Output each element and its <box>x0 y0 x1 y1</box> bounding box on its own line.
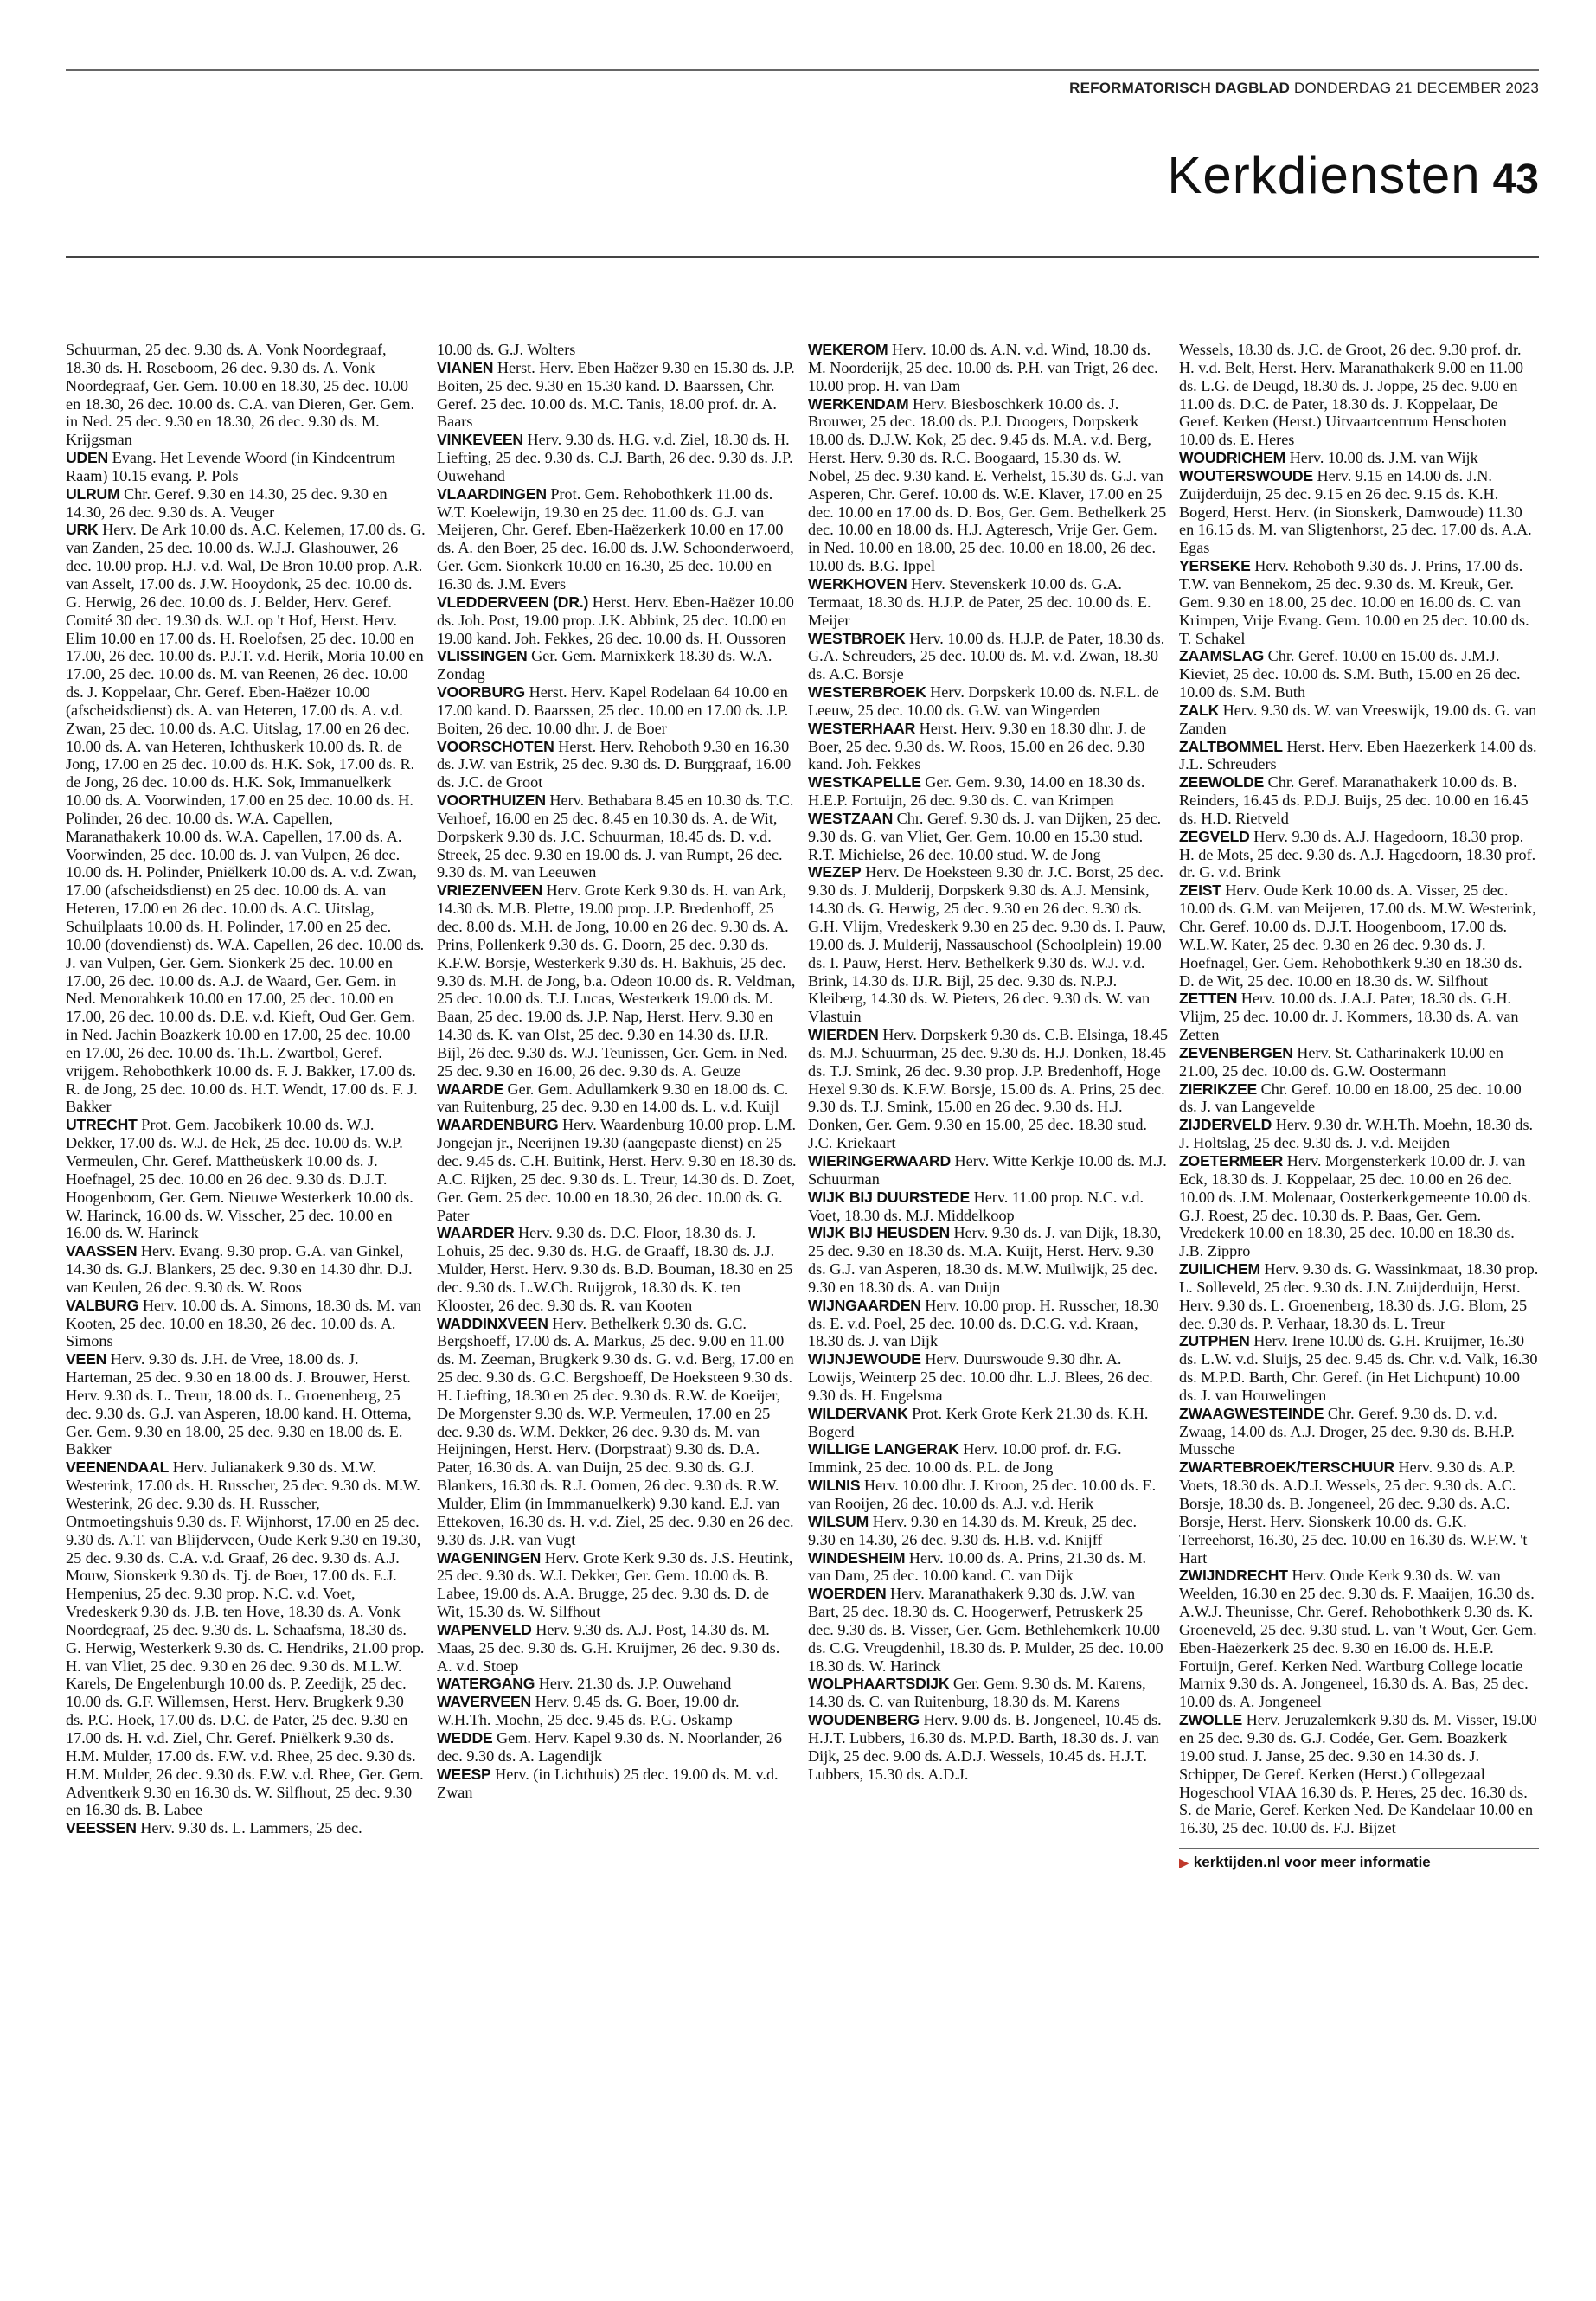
service-listing <box>1179 1711 1539 1837</box>
service-listing <box>1179 990 1539 1044</box>
service-listing <box>808 720 1168 774</box>
service-details: Herst. Herv. Eben Haëzer 9.30 en 15.30 ds. J.P. Boiten, 25 dec. 9.30 en 15.30 kand. D. Baarssen, Chr. Geref. 25 dec. 10.00 ds. M.C. Tanis, 18.00 prof. dr. A. Baars <box>437 358 795 431</box>
listing-columns <box>66 341 1539 2261</box>
service-details: Herv. 9.15 en 14.00 ds. J.N. Zuijderduijn, 25 dec. 9.15 en 26 dec. 9.15 ds. K.H. Bogerd, Herst. Herv. (in Sionskerk, Damwoude) 11.30 en 16.15 ds. M. van Sligtenhorst, 25 dec. 17.00 ds. A.A. Egas <box>1179 466 1532 557</box>
continued-listing-text: Wessels, 18.30 ds. J.C. de Groot, 26 dec. 9.30 prof. dr. H. v.d. Belt, Herst. Herv. Maranathakerk 9.00 en 11.00 ds. L.G. de Deugd, 18.30 ds. J. Joppe, 25 dec. 9.00 en 11.00 ds. D.C. de Pater, 18.30 ds. J. Koppelaar, De Geref. Kerken (Herst.) Uitvaartcentrum Henschoten 10.00 ds. E. Heres <box>1179 341 1523 449</box>
service-details: Chr. Geref. 9.30 ds. J. van Dijken, 25 dec. 9.30 ds. G. van Vliet, Ger. Gem. 10.00 en 15.30 stud. R.T. Michielse, 26 dec. 10.00 stud. W. de Jong <box>808 809 1162 863</box>
place-name: ZOETERMEER <box>1179 1151 1284 1170</box>
place-name: WAGENINGEN <box>437 1548 542 1567</box>
place-name: ZWIJNDRECHT <box>1179 1567 1288 1585</box>
service-details: Herv. Oude Kerk 9.30 ds. W. van Weelden, 16.30 en 25 dec. 9.30 ds. F. Maaijen, 16.30 ds. A.W.J. Theunisse, Chr. Geref. Rehobothkerk 9.30 ds. K. Groeneveld, 25 dec. 9.30 stud. L. van 't Wout, Ger. Gem. Eben-Haëzerkerk 25 dec. 9.30 en 16.00 ds. H.E.P. Fortuijn, Geref. Kerken Ned. Wartburg College locatie Marnix 9.30 ds. A. Jongeneel, 16.30 ds. A. Bas, 25 dec. 10.00 ds. A. Jongeneel <box>1179 1567 1537 1711</box>
service-listing <box>1179 1260 1539 1332</box>
place-name: WATERGANG <box>437 1675 535 1693</box>
place-name: WIJK BIJ HEUSDEN <box>808 1224 950 1242</box>
continued-listing-text: Schuurman, 25 dec. 9.30 ds. A. Vonk Noordegraaf, 18.30 ds. H. Roseboom, 26 dec. 9.30 ds. A. Vonk Noordegraaf, Ger. Gem. 10.00 en 18.30, 25 dec. 10.00 en 18.30, 26 dec. 10.00 ds. C.A. van Dieren, Ger. Gem. in Ned. 25 dec. 9.30 en 18.30, 26 dec. 9.30 ds. M. Krijgsman <box>66 341 415 449</box>
top-rule <box>66 69 1539 71</box>
service-listing <box>66 1458 426 1819</box>
service-details: Herv. Oude Kerk 10.00 ds. A. Visser, 25 dec. 10.00 ds. G.M. van Meijeren, 17.00 ds. M.W. Westerink, Chr. Geref. 10.00 ds. D.J.T. Hoogenboom, 17.00 ds. W.L.W. Kater, 25 dec. 9.30 en 26 dec. 9.30 ds. J. Hoefnagel, Ger. Gem. Rehobothkerk 9.30 en 18.30 ds. D. de Wit, 25 dec. 10.00 en 18.30 ds. W. Silfhout <box>1179 881 1536 990</box>
service-details: Herv. 9.30 ds. A.J. Post, 14.30 ds. M. Maas, 25 dec. 9.30 ds. G.H. Kruijmer, 26 dec. 9.30 ds. A. v.d. Stoep <box>437 1620 780 1675</box>
service-listing <box>437 1621 797 1676</box>
service-details: Herv. Jeruzalemkerk 9.30 ds. M. Visser, 19.00 en 25 dec. 9.30 ds. G.J. Codée, Ger. Gem. Boazkerk 19.00 stud. J. Janse, 25 dec. 9.30 en 14.30 ds. J. Schipper, De Geref. Kerken (Herst.) Collegezaal Hogeschool VIAA 16.30 ds. P. Heres, 25 dec. 16.30 ds. S. de Marie, Geref. Kerken Ned. De Kandelaar 10.00 en 16.30, 25 dec. 10.00 ds. F.J. Bijzet <box>1179 1711 1537 1837</box>
service-listing <box>808 1152 1168 1189</box>
place-name: WADDINXVEEN <box>437 1314 548 1332</box>
column-2 <box>437 341 797 2261</box>
column-4 <box>1179 341 1539 2261</box>
place-name: VIANEN <box>437 358 494 376</box>
service-listing <box>1179 828 1539 882</box>
service-listing <box>66 1242 426 1297</box>
place-name: WERKHOVEN <box>808 574 907 593</box>
paper-name: REFORMATORISCH DAGBLAD <box>1069 80 1291 96</box>
service-listing <box>808 575 1168 630</box>
place-name: VOORBURG <box>437 683 526 702</box>
place-name: WILNIS <box>808 1477 861 1495</box>
service-listing <box>66 449 426 485</box>
service-listing <box>437 431 797 485</box>
service-details: Herv. 9.30 ds. H.G. v.d. Ziel, 18.30 ds. H. Liefting, 25 dec. 9.30 ds. C.J. Barth, 26 dec. 9.30 ds. J.P. Ouwehand <box>437 431 793 484</box>
service-details: Herv. Waardenburg 10.00 prop. L.M. Jongejan jr., Neerijnen 19.30 (aangepaste dienst) en 25 dec. 9.45 ds. C.H. Buitink, Herst. Herv. 9.30 en 18.30 ds. A.C. Rijken, 25 dec. 9.30 ds. L. Treur, 14.30 ds. D. Zoet, Ger. Gem. 25 dec. 10.00 en 18.30, 26 dec. 10.00 ds. G. Pater <box>437 1116 797 1224</box>
service-details: Herv. 10.00 ds. J.A.J. Pater, 18.30 ds. G.H. Vlijm, 25 dec. 10.00 dr. J. Kommers, 18.30 ds. A. van Zetten <box>1179 990 1519 1044</box>
place-name: ZIERIKZEE <box>1179 1080 1258 1098</box>
place-name: WIJNJEWOUDE <box>808 1350 921 1368</box>
service-listing <box>437 1549 797 1621</box>
service-listing <box>808 683 1168 720</box>
service-details: Herst. Herv. Kapel Rodelaan 64 10.00 en 17.00 kand. D. Baarssen, 25 dec. 10.00 en 17.00 ds. J.P. Boiten, 26 dec. 10.00 dhr. J. de Boer <box>437 683 789 737</box>
service-details: Herv. Maranathakerk 9.30 ds. J.W. van Bart, 25 dec. 18.30 ds. C. Hoogerwerf, Petruskerk 25 dec. 9.30 ds. B. Visser, Ger. Gem. Bethlehemkerk 10.00 ds. C.G. Vreugdenhil, 18.30 ds. P. Mulder, 25 dec. 10.00 18.30 ds. W. Harinck <box>808 1585 1163 1675</box>
service-details: Herv. Morgensterkerk 10.00 dr. J. van Eck, 18.30 ds. J. Koppelaar, 25 dec. 10.00 en 26 dec. 10.00 ds. J.M. Molenaar, Oosterkerkgemeente 10.00 ds. G.J. Roest, 25 dec. 10.30 ds. P. Baas, Ger. Gem. Vredekerk 10.00 en 18.30, 25 dec. 10.00 en 18.30 ds. J.B. Zippro <box>1179 1151 1531 1260</box>
service-details: Gem. Herv. Kapel 9.30 ds. N. Noorlander, 26 dec. 9.30 ds. A. Lagendijk <box>437 1728 782 1765</box>
service-details: Herv. 9.30 dr. W.H.Th. Moehn, 18.30 ds. J. Holtslag, 25 dec. 9.30 ds. J. v.d. Meijden <box>1179 1116 1534 1152</box>
service-details: Herv. 11.00 prop. N.C. v.d. Voet, 18.30 ds. M.J. Middelkoop <box>808 1188 1144 1224</box>
service-listing <box>808 1297 1168 1351</box>
place-name: WIERINGERWAARD <box>808 1151 951 1170</box>
service-listing <box>66 1819 426 1837</box>
service-listing <box>1179 449 1539 467</box>
place-name: ZEVENBERGEN <box>1179 1043 1293 1061</box>
service-details: Ger. Gem. 9.30 ds. M. Karens, 14.30 ds. C. van Ruitenburg, 18.30 ds. M. Karens <box>808 1675 1146 1711</box>
service-details: Chr. Geref. 10.00 en 18.00, 25 dec. 10.00 ds. J. van Langevelde <box>1179 1080 1522 1116</box>
place-name: VLISSINGEN <box>437 647 528 665</box>
place-name: ZWOLLE <box>1179 1711 1243 1729</box>
service-listing <box>808 1549 1168 1586</box>
service-listing <box>808 1405 1168 1441</box>
service-listing <box>437 792 797 881</box>
service-details: Chr. Geref. 9.30 en 14.30, 25 dec. 9.30 en 14.30, 26 dec. 9.30 ds. A. Veuger <box>66 484 388 521</box>
service-listing <box>808 1350 1168 1405</box>
service-listing <box>1179 557 1539 647</box>
service-details: Herv. Evang. 9.30 prop. G.A. van Ginkel, 14.30 ds. G.J. Blankers, 25 dec. 9.30 en 14.30 dhr. D.J. van Keulen, 26 dec. 9.30 ds. W. Roos <box>66 1242 413 1296</box>
service-listing <box>66 485 426 522</box>
more-info-link-text: kerktijden.nl voor meer informatie <box>1193 1854 1431 1871</box>
place-name: VEESSEN <box>66 1819 137 1837</box>
service-listing <box>66 1297 426 1351</box>
place-name: WEDDE <box>437 1728 493 1747</box>
place-name: WEKEROM <box>808 341 888 358</box>
service-details: Chr. Geref. 9.30 ds. D. v.d. Zwaag, 14.00 ds. A.J. Droger, 25 dec. 9.30 ds. B.H.P. Mussche <box>1179 1404 1515 1458</box>
place-name: YERSEKE <box>1179 557 1251 575</box>
service-details: Evang. Het Levende Woord (in Kindcentrum Raam) 10.15 evang. P. Pols <box>66 449 396 484</box>
service-listing <box>808 1513 1168 1549</box>
service-details: Herv. St. Catharinakerk 10.00 en 21.00, 25 dec. 10.00 ds. G.W. Oostermann <box>1179 1043 1504 1080</box>
place-name: WEZEP <box>808 863 862 881</box>
service-listing <box>437 683 797 738</box>
place-name: WOUDENBERG <box>808 1711 920 1729</box>
service-details: Herv. 9.30 ds. J. van Dijk, 18.30, 25 dec. 9.30 en 18.30 ds. M.A. Kuijt, Herst. Herv. 9.30 ds. G.J. van Asperen, 18.30 ds. M.W. Muilwijk, 25 dec. 9.30 en 18.30 ds. A. van Duijn <box>808 1224 1162 1296</box>
place-name: UTRECHT <box>66 1116 138 1134</box>
service-listing <box>1179 1152 1539 1260</box>
service-listing <box>808 773 1168 810</box>
place-name: WOUTERSWOUDE <box>1179 466 1313 484</box>
service-listing <box>1179 1332 1539 1404</box>
place-name: WOUDRICHEM <box>1179 449 1286 467</box>
service-listing <box>437 485 797 593</box>
place-name: ZEGVELD <box>1179 827 1250 845</box>
service-details: Herv. Grote Kerk 9.30 ds. H. van Ark, 14.30 ds. M.B. Plette, 19.00 prop. J.P. Bredenhoff, 25 dec. 8.00 ds. M.H. de Jong, 10.00 en 26 dec. 9.30 ds. A. Prins, Pollenkerk 9.30 ds. G. Doorn, 25 dec. 9.30 ds. K.F.W. Borsje, Westerkerk 9.30 ds. H. Bakhuis, 25 dec. 9.30 ds. M.H. de Jong, b.a. Odeon 10.00 ds. R. Veldman, 25 dec. 10.00 ds. T.J. Lucas, Westerkerk 19.00 ds. M. Baan, 25 dec. 19.00 ds. J.P. Nap, Herst. Herv. 9.30 en 14.30 ds. K. van Olst, 25 dec. 9.30 en 14.30 ds. IJ.R. Bijl, 26 dec. 9.30 ds. W.J. Teunissen, Ger. Gem. in Ned. 25 dec. 9.30 en 16.00, 26 dec. 9.30 ds. A. Geuze <box>437 881 796 1080</box>
service-listing <box>437 881 797 1080</box>
service-listing <box>808 341 1168 395</box>
service-details: Herv. 9.30 en 14.30 ds. M. Kreuk, 25 dec. 9.30 en 14.30, 26 dec. 9.30 ds. H.B. v.d. Knijff <box>808 1512 1138 1548</box>
place-name: WESTKAPELLE <box>808 773 921 792</box>
service-details: Herv. 9.30 ds. G. Wassinkmaat, 18.30 prop. L. Solleveld, 25 dec. 9.30 ds. J.N. Zuijderduijn, Herst. Herv. 9.30 ds. L. Groenenberg, 18.30 ds. J.G. Blom, 25 dec. 9.30 ds. P. Verhaar, 18.30 ds. L. Treur <box>1179 1260 1539 1332</box>
service-details: Herst. Herv. Eben-Haëzer 10.00 ds. Joh. Post, 19.00 prop. J.K. Abbink, 25 dec. 10.00 en 19.00 kand. Joh. Fekkes, 26 dec. 10.00 ds. H. Oussoren <box>437 593 794 647</box>
service-listing <box>1179 1080 1539 1117</box>
place-name: WESTBROEK <box>808 629 906 647</box>
service-details: Herv. 10.00 ds. H.J.P. de Pater, 18.30 ds. G.A. Schreuders, 25 dec. 10.00 ds. M. v.d. Zwan, 18.30 ds. A.C. Borsje <box>808 629 1165 683</box>
place-name: UDEN <box>66 449 109 467</box>
service-listing <box>808 630 1168 684</box>
service-listing <box>1179 1116 1539 1152</box>
place-name: WINDESHEIM <box>808 1548 906 1567</box>
service-details: Herv. De Hoeksteen 9.30 dr. J.C. Borst, 25 dec. 9.30 ds. J. Mulderij, Dorpskerk 9.30 ds. A.J. Mensink, 14.30 ds. G. Herwig, 25 dec. 9.30 en 26 dec. 9.30 ds. G.H. Vlijm, Vredeskerk 9.30 en 25 dec. 9.30 ds. I. Pauw, 19.00 ds. J. Mulderij, Nassauschool (Schoolplein) 19.00 ds. I. Pauw, Herst. Herv. Bethelkerk 9.30 ds. W.J. v.d. Brink, 14.30 ds. IJ.R. Bijl, 25 dec. 9.30 ds. N.P.J. Kleiberg, 14.30 ds. W. Pieters, 26 dec. 9.30 ds. W. van Vlastuin <box>808 863 1166 1026</box>
service-listing <box>808 1224 1168 1296</box>
place-name: VINKEVEEN <box>437 431 523 449</box>
service-listing <box>66 1350 426 1458</box>
service-listing <box>808 1585 1168 1675</box>
service-listing <box>1179 881 1539 990</box>
service-details: Herv. Bethabara 8.45 en 10.30 ds. T.C. Verhoef, 16.00 en 25 dec. 8.45 en 10.30 ds. A. de Wit, Dorpskerk 9.30 ds. J.C. Schuurman, 18.45 ds. D. v.d. Streek, 25 dec. 9.30 en 19.00 ds. J. van Rumpt, 26 dec. 9.30 ds. M. van Leeuwen <box>437 792 794 881</box>
place-name: ZALK <box>1179 701 1220 719</box>
place-name: WESTERBROEK <box>808 683 926 702</box>
service-details: Herv. Dorpskerk 10.00 ds. N.F.L. de Leeuw, 25 dec. 10.00 ds. G.W. van Wingerden <box>808 683 1159 719</box>
service-listing <box>808 810 1168 864</box>
arrow-right-icon: ▶ <box>1179 1856 1189 1870</box>
service-details: Herv. 9.30 ds. A.J. Hagedoorn, 18.30 prop. H. de Mots, 25 dec. 9.30 ds. A.J. Hagedoorn, 18.30 prof. dr. G. v.d. Brink <box>1179 827 1536 881</box>
service-listing <box>437 1693 797 1729</box>
service-details: Chr. Geref. Maranathakerk 10.00 ds. B. Reinders, 16.45 ds. P.D.J. Buijs, 25 dec. 10.00 en 16.45 ds. H.D. Rietveld <box>1179 773 1529 827</box>
place-name: WAPENVELD <box>437 1620 532 1638</box>
service-details: Herv. Stevenskerk 10.00 ds. G.A. Termaat, 18.30 ds. H.J.P. de Pater, 25 dec. 10.00 ds. E. Meijer <box>808 574 1151 629</box>
masthead <box>1069 80 1539 97</box>
service-listing <box>808 1440 1168 1477</box>
service-details: Herst. Herv. Rehoboth 9.30 en 16.30 ds. J.W. van Estrik, 25 dec. 9.30 ds. D. Burggraaf, 16.00 ds. J.C. de Groot <box>437 737 792 792</box>
service-listing <box>437 1080 797 1117</box>
place-name: ZAAMSLAG <box>1179 647 1265 665</box>
place-name: VOORTHUIZEN <box>437 792 546 810</box>
service-listing <box>437 359 797 431</box>
service-details: Prot. Gem. Jacobikerk 10.00 ds. W.J. Dekker, 17.00 ds. W.J. de Hek, 25 dec. 10.00 ds. W.P. Vermeulen, Chr. Geref. Mattheüskerk 10.00 ds. J. Hoefnagel, 25 dec. 10.00 en 26 dec. 9.30 ds. D.J.T. Hoogenboom, Ger. Gem. Nieuwe Westerkerk 10.00 ds. W. Harinck, 16.00 ds. W. Visscher, 25 dec. 10.00 en 16.00 ds. W. Harinck <box>66 1116 413 1242</box>
place-name: ZALTBOMMEL <box>1179 737 1283 755</box>
service-details: Herv. De Ark 10.00 ds. A.C. Kelemen, 17.00 ds. G. van Zanden, 25 dec. 10.00 ds. W.J.J. Glashouwer, 26 dec. 10.00 prop. H.J. v.d. Wal, De Bron 10.00 prop. A.R. van Asselt, 17.00 ds. J.W. Hooydonk, 25 dec. 10.00 ds. G. Herwig, 26 dec. 10.00 ds. J. Belder, Herv. Geref. Comité 30 dec. 19.30 ds. W.J. op 't Hof, Herst. Herv. Elim 10.00 en 17.00 ds. H. Roelofsen, 25 dec. 10.00 en 17.00, 26 dec. 10.00 ds. P.J.T. v.d. Herik, Moria 10.00 en 17.00, 25 dec. 10.00 ds. M. van Reenen, 26 dec. 10.00 ds. J. Koppelaar, Chr. Geref. Eben-Haëzer 10.00 (afscheidsdienst) ds. A. van Heteren, 17.00 ds. A. v.d. Zwan, 25 dec. 10.00 ds. A.C. Uitslag, 17.00 en 26 dec. 10.00 ds. A. van Heteren, Ichthuskerk 10.00 ds. R. de Jong, 17.00 en 25 dec. 10.00 ds. H.K. Sok, 17.00 ds. R. de Jong, 26 dec. 10.00 ds. H.K. Sok, Immanuelkerk 10.00 ds. A. Voorwinden, 17.00 en 25 dec. 10.00 ds. H. Polinder, 26 dec. 10.00 ds. W.A. Capellen, Maranathakerk 10.00 ds. W.A. Capellen, 17.00 ds. A. Voorwinden, 25 dec. 10.00 ds. J. van Vulpen, 26 dec. 10.00 ds. H. Polinder, Pniëlkerk 10.00 ds. A. v.d. Zwan, 17.00 (afscheidsdienst) en 25 dec. 10.00 ds. A. van Heteren, 17.00 en 26 dec. 10.00 ds. A.C. Uitslag, Schuilplaats 10.00 ds. H. Polinder, 17.00 en 25 dec. 10.00 (dovendienst) ds. W.A. Capellen, 26 dec. 10.00 ds. J. van Vulpen, Ger. Gem. Sionkerk 25 dec. 10.00 en 17.00, 26 dec. 10.00 ds. A.J. de Waard, Ger. Gem. in Ned. Menorahkerk 10.00 en 17.00, 25 dec. 10.00 en 17.00, 26 dec. 10.00 ds. D.E. v.d. Kieft, Oud Ger. Gem. in Ned. Jachin Boazkerk 10.00 en 17.00, 25 dec. 10.00 en 17.00, 26 dec. 10.00 ds. Th.L. Zwartbol, Geref. vrijgem. Rehobothkerk 10.00 ds. F. J. Bakker, 17.00 ds. R. de Jong, 25 dec. 10.00 ds. H.T. Wendt, 17.00 ds. F. J. Bakker <box>66 521 426 1116</box>
place-name: VLEDDERVEEN (DR.) <box>437 593 589 611</box>
place-name: WERKENDAM <box>808 394 909 413</box>
service-listing <box>437 1766 797 1802</box>
service-listing <box>437 1729 797 1766</box>
page-number: 43 <box>1492 157 1539 202</box>
footer-divider <box>1179 1848 1539 1849</box>
service-listing <box>437 1224 797 1314</box>
service-details: Herv. 10.00 ds. A.N. v.d. Wind, 18.30 ds. M. Noorderijk, 25 dec. 10.00 ds. P.H. van Trigt, 26 dec. 10.00 prop. H. van Dam <box>808 341 1158 394</box>
service-listing <box>1179 1458 1539 1567</box>
column-3 <box>808 341 1168 2261</box>
place-name: WESTERHAAR <box>808 719 916 737</box>
service-details: Herv. 10.00 ds. J.M. van Wijk <box>1289 449 1478 467</box>
place-name: URK <box>66 521 99 539</box>
service-listing <box>437 647 797 683</box>
service-details: Herv. Biesboschkerk 10.00 ds. J. Brouwer, 25 dec. 18.00 ds. P.J. Droogers, Dorpskerk 18.00 ds. D.J.W. Kok, 25 dec. 9.45 ds. M.A. v.d. Berg, Herst. Herv. 9.30 ds. R.C. Boogaard, 15.30 ds. W. Nobel, 25 dec. 9.30 kand. E. Verhelst, 15.30 ds. G.J. van Asperen, Chr. Geref. 10.00 ds. W.E. Klaver, 17.00 en 25 dec. 10.00 en 17.00 ds. D. Bos, Ger. Gem. Bethelkerk 25 dec. 10.00 en 18.00 ds. H.J. Agteresch, Vrije Ger. Gem. in Ned. 10.00 en 18.00, 25 dec. 10.00 en 18.00, 26 dec. 10.00 ds. B.G. Ippel <box>808 394 1167 575</box>
service-listing <box>1179 1044 1539 1080</box>
service-listing <box>66 1116 426 1242</box>
place-name: WIERDEN <box>808 1026 879 1044</box>
service-listing <box>808 1189 1168 1225</box>
service-details: Herv. Duurswoude 9.30 dhr. A. Lowijs, Weinterp 25 dec. 10.00 dhr. L.J. Blees, 26 dec. 9.30 ds. H. Engelsma <box>808 1350 1153 1404</box>
service-listing <box>437 738 797 792</box>
place-name: ZUILICHEM <box>1179 1260 1260 1279</box>
place-name: ZWARTEBROEK/TERSCHUUR <box>1179 1458 1394 1477</box>
place-name: VEEN <box>66 1350 107 1368</box>
service-details: Herv. 10.00 prof. dr. F.G. Immink, 25 dec. 10.00 ds. P.L. de Jong <box>808 1440 1122 1477</box>
service-listing <box>808 395 1168 575</box>
service-details: Herv. 9.30 ds. D.C. Floor, 18.30 ds. J. Lohuis, 25 dec. 9.30 ds. H.G. de Graaff, 18.30 ds. J.J. Mulder, Herst. Herv. 9.30 ds. B.D. Bouman, 18.30 en 25 dec. 9.30 ds. L.W.Ch. Ruijgrok, 18.30 ds. K. ten Klooster, 26 dec. 9.30 ds. R. van Kooten <box>437 1224 793 1314</box>
service-details: Prot. Gem. Rehobothkerk 11.00 ds. W.T. Koelewijn, 19.30 en 25 dec. 11.00 ds. G.J. van Meijeren, Chr. Geref. Eben-Haëzerkerk 10.00 en 17.00 ds. A. den Boer, 25 dec. 16.00 ds. J.W. Schoonderwoerd, Ger. Gem. Sionkerk 10.00 en 16.30, 25 dec. 10.00 en 16.30 ds. J.M. Evers <box>437 484 794 593</box>
service-details: Herv. 9.30 ds. J.H. de Vree, 18.00 ds. J. Harteman, 25 dec. 9.30 en 18.00 ds. J. Brouwer, Herst. Herv. 9.30 ds. L. Treur, 18.00 ds. L. Groenenberg, 25 dec. 9.30 ds. G.J. van Asperen, 18.00 kand. H. Ottema, Ger. Gem. 9.30 en 18.00, 25 dec. 9.30 en 18.00 ds. E. Bakker <box>66 1350 412 1458</box>
service-listing <box>1179 702 1539 738</box>
service-listing <box>437 593 797 648</box>
service-details: Herv. 9.30 ds. W. van Vreeswijk, 19.00 ds. G. van Zanden <box>1179 701 1537 737</box>
place-name: ZUTPHEN <box>1179 1332 1250 1350</box>
place-name: ZIJDERVELD <box>1179 1116 1272 1134</box>
service-listing <box>1179 738 1539 774</box>
service-details: Herv. Irene 10.00 ds. G.H. Kruijmer, 16.30 ds. L.W. v.d. Sluijs, 25 dec. 9.45 ds. Chr. v.d. Valk, 16.30 ds. M.P.D. Barth, Chr. Geref. (in Het Lichtpunt) 10.00 ds. J. van Houwelingen <box>1179 1332 1538 1404</box>
place-name: WILDERVANK <box>808 1404 908 1422</box>
place-name: ZEEWOLDE <box>1179 773 1265 792</box>
service-details: Herst. Herv. 9.30 en 18.30 dhr. J. de Boer, 25 dec. 9.30 ds. W. Roos, 15.00 en 26 dec. 9.30 kand. Joh. Fekkes <box>808 719 1146 773</box>
service-listing <box>808 1026 1168 1152</box>
place-name: VRIEZENVEEN <box>437 881 542 900</box>
service-listing <box>1179 1405 1539 1459</box>
place-name: ULRUM <box>66 484 120 503</box>
service-listing <box>808 1477 1168 1513</box>
service-details: Herv. Witte Kerkje 10.00 ds. M.J. Schuurman <box>808 1151 1167 1188</box>
service-listing <box>1179 773 1539 828</box>
place-name: VLAARDINGEN <box>437 484 547 503</box>
service-details: Herst. Herv. Eben Haezerkerk 14.00 ds. J.L. Schreuders <box>1179 737 1537 773</box>
service-listing <box>1179 1567 1539 1711</box>
service-details: Herv. 10.00 ds. A. Simons, 18.30 ds. M. van Kooten, 25 dec. 10.00 en 18.30, 26 dec. 10.00 ds. A. Simons <box>66 1296 422 1350</box>
service-details: Herv. Grote Kerk 9.30 ds. J.S. Heutink, 25 dec. 9.30 ds. W.J. Dekker, Ger. Gem. 10.00 ds. B. Labee, 19.00 ds. A.A. Brugge, 25 dec. 9.30 ds. D. de Wit, 15.30 ds. W. Silfhout <box>437 1548 793 1621</box>
section-title: Kerkdiensten <box>1167 146 1481 204</box>
place-name: ZETTEN <box>1179 990 1238 1008</box>
service-details: Chr. Geref. 10.00 en 15.00 ds. J.M.J. Kieviet, 25 dec. 10.00 ds. S.M. Buth, 15.00 en 26 dec. 10.00 ds. S.M. Buth <box>1179 647 1521 702</box>
service-details: Prot. Kerk Grote Kerk 21.30 ds. K.H. Bogerd <box>808 1404 1149 1440</box>
service-details: Herv. 21.30 ds. J.P. Ouwehand <box>538 1675 732 1693</box>
service-details: Herv. 10.00 dhr. J. Kroon, 25 dec. 10.00 ds. E. van Rooijen, 26 dec. 10.00 ds. A.J. v.d. Herik <box>808 1477 1157 1512</box>
service-details: Herv. 9.00 ds. B. Jongeneel, 10.45 ds. H.J.T. Lubbers, 16.30 ds. M.P.D. Barth, 18.30 ds. J. van Dijk, 25 dec. 9.00 ds. A.D.J. Wessels, 10.45 ds. H.J.T. Lubbers, 15.30 ds. A.D.J. <box>808 1711 1162 1783</box>
service-listing <box>808 1711 1168 1783</box>
service-details: Herv. 9.30 ds. A.P. Voets, 18.30 ds. A.D.J. Wessels, 25 dec. 9.30 ds. A.C. Borsje, 18.30 ds. B. Jongeneel, 26 dec. 9.30 ds. A.C. Borsje, Herst. Herv. Sionskerk 10.00 ds. G.K. Terreehorst, 16.30, 25 dec. 10.00 en 16.30 ds. W.F.W. 't Hart <box>1179 1458 1528 1567</box>
place-name: WEESP <box>437 1765 491 1783</box>
place-name: VOORSCHOTEN <box>437 737 554 755</box>
place-name: WIJK BIJ DUURSTEDE <box>808 1188 971 1206</box>
place-name: VEENENDAAL <box>66 1458 170 1477</box>
service-details: Herv. 9.45 ds. G. Boer, 19.00 dr. W.H.Th. Moehn, 25 dec. 9.45 ds. P.G. Oskamp <box>437 1693 740 1729</box>
more-info-link[interactable] <box>1179 1854 1539 1872</box>
place-name: WESTZAAN <box>808 809 894 827</box>
place-name: WOLPHAARTSDIJK <box>808 1675 950 1693</box>
place-name: WIJNGAARDEN <box>808 1296 921 1314</box>
place-name: VALBURG <box>66 1296 139 1314</box>
place-name: WAVERVEEN <box>437 1693 532 1711</box>
place-name: WILLIGE LANGERAK <box>808 1440 959 1458</box>
service-details: Ger. Gem. Adullamkerk 9.30 en 18.00 ds. C. van Ruitenburg, 25 dec. 9.30 en 14.00 ds. L. v.d. Kuijl <box>437 1080 789 1116</box>
service-details: Ger. Gem. Marnixkerk 18.30 ds. W.A. Zondag <box>437 647 772 683</box>
place-name: WAARDENBURG <box>437 1116 559 1134</box>
place-name: ZEIST <box>1179 881 1221 900</box>
service-details: Herv. 10.00 prop. H. Russcher, 18.30 ds. E. v.d. Poel, 25 dec. 10.00 ds. D.C.G. v.d. Kraan, 18.30 ds. J. van Dijk <box>808 1296 1159 1350</box>
service-listing <box>66 521 426 1116</box>
service-details: Herv. (in Lichthuis) 25 dec. 19.00 ds. M. v.d. Zwan <box>437 1765 779 1801</box>
service-details: Herv. Rehoboth 9.30 ds. J. Prins, 17.00 ds. T.W. van Bennekom, 25 dec. 9.30 ds. M. Kreuk, Ger. Gem. 9.30 en 18.00, 25 dec. 10.00 en 16.00 ds. C. van Krimpen, Vrije Evang. Gem. 10.00 en 25 dec. 10.00 ds. T. Schakel <box>1179 557 1529 647</box>
place-name: WILSUM <box>808 1512 869 1530</box>
service-details: Herv. 9.30 ds. L. Lammers, 25 dec. <box>140 1819 362 1837</box>
service-details: Herv. Dorpskerk 9.30 ds. C.B. Elsinga, 18.45 ds. M.J. Schuurman, 25 dec. 9.30 ds. H.J. Donken, 18.45 ds. T.J. Smink, 26 dec. 9.30 prop. J.P. Bredenhoff, Hoge Hexel 9.30 ds. K.F.W. Borsje, 15.00 ds. A. Prins, 25 dec. 9.30 ds. T.J. Smink, 15.00 en 26 dec. 9.30 ds. H.J. Donken, Ger. Gem. 9.30 en 15.00, 25 dec. 18.30 stud. J.C. Kriekaart <box>808 1026 1168 1152</box>
service-details: Ger. Gem. 9.30, 14.00 en 18.30 ds. H.E.P. Fortuijn, 26 dec. 9.30 ds. C. van Krimpen <box>808 773 1145 810</box>
service-details: Herv. Bethelkerk 9.30 ds. G.C. Bergshoeff, 17.00 ds. A. Markus, 25 dec. 9.00 en 11.00 ds. M. Zeeman, Brugkerk 9.30 ds. G. v.d. Berg, 17.00 en 25 dec. 9.30 ds. G.C. Bergshoeff, De Hoeksteen 9.30 ds. H. Liefting, 18.30 en 25 dec. 9.30 ds. R.W. de Koeijer, De Morgenster 9.30 ds. W.P. Vermeulen, 17.00 en 25 dec. 9.30 ds. W.M. Dekker, 26 dec. 9.30 ds. M. van Heijningen, Herst. Herv. (Dorpstraat) 9.30 ds. D.A. Pater, 16.30 ds. A. van Duijn, 25 dec. 9.30 ds. G.J. Blankers, 16.30 ds. R.J. Oomen, 26 dec. 9.30 ds. R.W. Mulder, Elim (in Immmanuelkerk) 9.30 kand. E.J. van Ettekoven, 16.30 ds. H. v.d. Ziel, 25 dec. 9.30 en 26 dec. 9.30 ds. J.R. van Vugt <box>437 1314 794 1548</box>
place-name: WAARDER <box>437 1224 515 1242</box>
service-details: Herv. 10.00 ds. A. Prins, 21.30 ds. M. van Dam, 25 dec. 10.00 kand. C. van Dijk <box>808 1548 1147 1585</box>
header-divider <box>66 256 1539 258</box>
service-listing <box>808 1675 1168 1711</box>
service-listing <box>808 863 1168 1026</box>
service-listing <box>437 1315 797 1549</box>
issue-date: DONDERDAG 21 DECEMBER 2023 <box>1294 80 1539 96</box>
place-name: WAARDE <box>437 1080 503 1098</box>
service-listing <box>1179 647 1539 702</box>
column-1 <box>66 341 426 2261</box>
place-name: WOERDEN <box>808 1585 887 1603</box>
service-listing <box>437 1675 797 1693</box>
service-listing <box>437 1116 797 1224</box>
service-details: Herv. Julianakerk 9.30 ds. M.W. Westerink, 17.00 ds. H. Russcher, 25 dec. 9.30 ds. M.W. Westerink, 26 dec. 9.30 ds. H. Russcher, Ontmoetingshuis 9.30 ds. F. Wijnhorst, 17.00 en 25 dec. 9.30 ds. A.T. van Blijderveen, Oude Kerk 9.30 en 19.30, 25 dec. 9.30 ds. C.A. v.d. Graaf, 26 dec. 9.30 ds. A.J. Mouw, Sionskerk 9.30 ds. Tj. de Boer, 17.00 ds. E.J. Hempenius, 25 dec. 9.30 prop. N.C. v.d. Voet, Vredeskerk 9.30 ds. J.B. ten Hove, 18.30 ds. A. Vonk Noordegraaf, 25 dec. 9.30 ds. L. Schaafsma, 18.30 ds. G. Herwig, Westerkerk 9.30 ds. C. Hendriks, 21.00 prop. H. van Vliet, 25 dec. 9.30 en 26 dec. 9.30 ds. M.L.W. Karels, De Engelenburgh 10.00 ds. P. Zeedijk, 25 dec. 10.00 ds. G.F. Willemsen, Herst. Herv. Brugkerk 9.30 ds. P.C. Hoek, 17.00 ds. D.C. de Pater, 25 dec. 9.30 en 17.00 ds. H. v.d. Ziel, Chr. Geref. Pniëlkerk 9.30 ds. H.M. Mulder, 17.00 ds. F.W. v.d. Rhee, 25 dec. 9.30 ds. H.M. Mulder, 26 dec. 9.30 ds. F.W. v.d. Rhee, Ger. Gem. Adventkerk 9.30 en 16.30 ds. W. Silfhout, 25 dec. 9.30 en 16.30 ds. B. Labee <box>66 1458 425 1819</box>
service-listing <box>1179 467 1539 557</box>
place-name: ZWAAGWESTEINDE <box>1179 1404 1324 1422</box>
section-header <box>1167 145 1539 205</box>
place-name: VAASSEN <box>66 1242 138 1260</box>
continued-listing-text: 10.00 ds. G.J. Wolters <box>437 341 576 358</box>
